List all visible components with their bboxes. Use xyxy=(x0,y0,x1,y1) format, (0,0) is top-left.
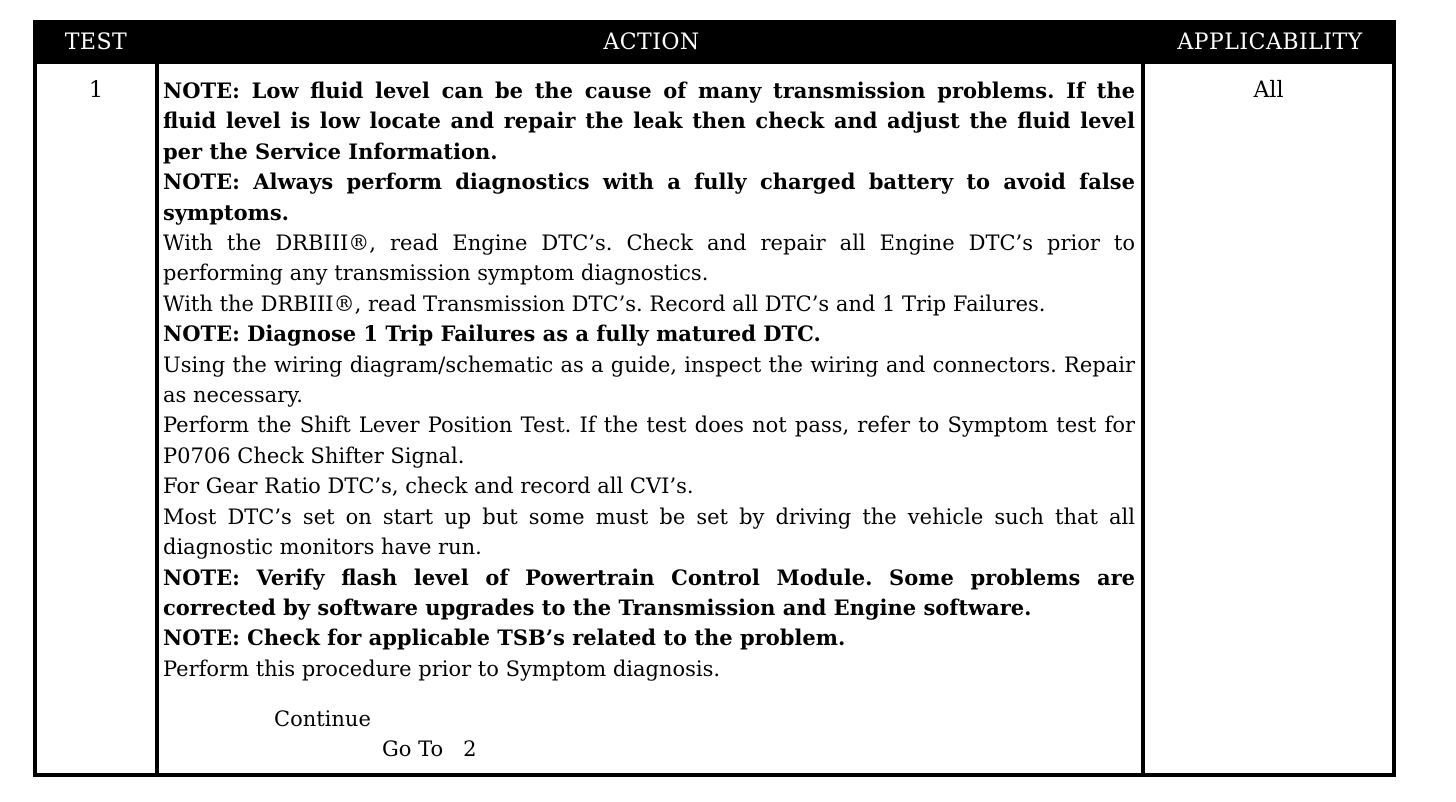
action-paragraph: NOTE: Check for applicable TSB’s related to the problem. xyxy=(163,625,846,651)
action-paragraph: NOTE: Verify flash level of Powertrain Control Module. Some problems are corrected by software upgrades to the Transmission and Engine software. xyxy=(163,564,1135,620)
diagnostic-table xyxy=(33,20,1396,777)
applicability-value: All xyxy=(1253,78,1284,103)
action-paragraph: Most DTC’s set on start up but some must be set by driving the vehicle such that all diagnostic monitors have run. xyxy=(163,504,1135,560)
column-divider xyxy=(1141,64,1145,773)
action-paragraph: NOTE: Low fluid level can be the cause of many transmission problems. If the fluid level is low locate and repair the leak then check and adjust the fluid level per the Service Information. xyxy=(163,78,1135,164)
action-paragraph: Perform this procedure prior to Symptom diagnosis. xyxy=(163,656,721,681)
column-divider xyxy=(155,64,159,773)
goto-link[interactable]: Go To 2 xyxy=(382,737,477,761)
action-paragraph: Using the wiring diagram/schematic as a guide, inspect the wiring and connectors. Repair as necessary. xyxy=(163,352,1135,408)
header-test: TEST xyxy=(64,30,128,55)
action-paragraph: For Gear Ratio DTC’s, check and record all CVI’s. xyxy=(163,474,694,499)
continue-label: Continue xyxy=(274,707,371,731)
action-paragraph: Perform the Shift Lever Position Test. If the test does not pass, refer to Symptom test for P0706 Check Shifter Signal. xyxy=(163,413,1135,468)
header-applicability: APPLICABILITY xyxy=(1177,30,1363,55)
test-number: 1 xyxy=(89,78,103,103)
header-action: ACTION xyxy=(603,30,700,55)
action-paragraph: With the DRBIII®, read Engine DTC’s. Check and repair all Engine DTC’s prior to performing any transmission symptom diagnostics. xyxy=(163,231,1135,286)
action-paragraph: With the DRBIII®, read Transmission DTC’s. Record all DTC’s and 1 Trip Failures. xyxy=(163,291,1046,316)
action-cell xyxy=(163,76,1135,684)
action-paragraph: NOTE: Diagnose 1 Trip Failures as a fully matured DTC. xyxy=(163,321,821,347)
table-header xyxy=(37,24,1392,64)
action-paragraph: NOTE: Always perform diagnostics with a fully charged battery to avoid false symptoms. xyxy=(163,169,1135,225)
